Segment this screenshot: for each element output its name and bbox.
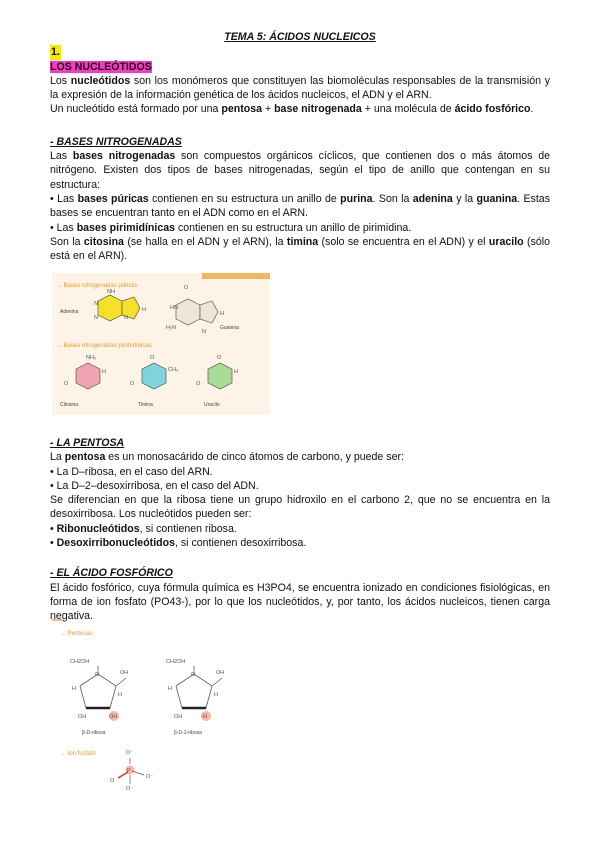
pentosa-line-5: • Ribonucleótidos, si contienen ribosa. — [50, 522, 237, 535]
label-adenine: Adenina — [60, 309, 79, 315]
svg-text:HN: HN — [170, 305, 178, 311]
svg-text:O: O — [217, 355, 222, 361]
label-ribose: β-D-ribosa — [82, 730, 106, 736]
section-heading-text: LOS NUCLEÓTIDOS — [50, 60, 152, 73]
svg-text:H: H — [214, 692, 218, 698]
tag-pentoses: → Pentosas — [60, 631, 93, 637]
fosforico-paragraph: El ácido fosfórico, cuya fórmula química es H3PO4, se encuentra ionizado en condiciones fisiológicas, en forma de ion fosfato (PO43-), por lo que los nucleótidos, y, por tanto, los ácidos nucleicos, tienen carga negativa. — [50, 581, 550, 623]
svg-text:CH2OH: CH2OH — [166, 659, 186, 665]
svg-text:H: H — [168, 686, 172, 692]
svg-text:N: N — [124, 315, 128, 321]
tag-purine: → Bases nitrogenadas púricas — [56, 283, 138, 289]
label-guanine: Guanina — [220, 325, 239, 331]
bases-paragraph-1: Las bases nitrogenadas son compuestos orgánicos cíclicos, que contienen dos o más átomos de nitrógeno. Existen dos tipos de bases nitrogenadas, según el tipo de anillo que contengan en su estructura: — [50, 150, 550, 191]
svg-text:NH₂: NH₂ — [86, 355, 97, 361]
svg-text:OH: OH — [120, 670, 129, 676]
ribose-structure — [70, 659, 128, 721]
svg-text:H: H — [118, 692, 122, 698]
pentosa-line-1: La pentosa es un monosacárido de cinco átomos de carbono, y puede ser: — [50, 451, 404, 464]
label-uracil: Uracilo — [204, 402, 220, 408]
svg-text:O: O — [130, 381, 135, 387]
svg-text:OH: OH — [78, 714, 87, 720]
svg-text:O⁻: O⁻ — [146, 774, 154, 780]
svg-text:H: H — [102, 369, 106, 375]
svg-text:N: N — [94, 315, 98, 321]
label-deoxyribose: β-D-2-ribosa — [174, 730, 202, 736]
svg-text:H: H — [72, 686, 76, 692]
fosforico-heading: - EL ÁCIDO FOSFÓRICO — [50, 567, 173, 580]
lower-text — [50, 436, 550, 624]
pentosa-heading: - LA PENTOSA — [50, 437, 125, 449]
intro-paragraph-1: Los nucleótidos son los monómeros que constituyen las biomoléculas responsables de la transmisión y la expresión de la información genética de los ácidos nucleicos, el ADN y el ARN. — [50, 74, 551, 102]
svg-text:OH: OH — [216, 670, 225, 676]
svg-text:O⁻: O⁻ — [126, 786, 134, 790]
bases-paragraph-2: • Las bases púricas contienen en su estructura un anillo de purina. Son la adenina y la guanina. Estas bases se encuentran tanto en el ADN como en el ARN. — [50, 192, 550, 220]
tag-phosphate: → Ion fosfato — [60, 751, 96, 757]
svg-text:CH2OH: CH2OH — [70, 659, 90, 665]
tag-pyrimidine: → Bases nitrogenadas pirimidínicas — [56, 343, 152, 349]
svg-text:O: O — [95, 672, 100, 678]
svg-text:CH₃: CH₃ — [168, 367, 179, 373]
svg-text:O: O — [191, 672, 196, 678]
sugar-figure — [52, 618, 292, 790]
svg-text:OH: OH — [109, 714, 118, 720]
svg-text:N: N — [202, 329, 206, 335]
svg-text:O: O — [150, 355, 155, 361]
bases-figure — [52, 273, 270, 415]
svg-text:H: H — [203, 714, 207, 720]
svg-text:OH: OH — [174, 714, 183, 720]
svg-text:H: H — [220, 311, 224, 317]
svg-text:O: O — [196, 381, 201, 387]
svg-text:NH: NH — [107, 289, 115, 295]
figure-corner-band — [202, 273, 270, 279]
svg-text:O: O — [184, 285, 189, 291]
svg-text:O: O — [64, 381, 69, 387]
svg-text:H: H — [142, 307, 146, 313]
pentosa-line-4: Se diferencian en que la ribosa tiene un grupo hidroxilo en el carbono 2, que no se encuentra en la desoxirribosa. Los nucleótidos pueden ser: — [50, 494, 550, 521]
svg-text:P: P — [127, 768, 131, 774]
pentosa-line-3: • La D–2–desoxirribosa, en el caso del ADN. — [50, 479, 259, 492]
label-cytosine: Citosina — [60, 402, 79, 408]
document-page — [50, 30, 550, 263]
bases-paragraph-4: Son la citosina (se halla en el ADN y el ARN), la timina (solo se encuentra en el ADN) y el uracilo (sólo está en el ARN). — [50, 235, 551, 263]
deoxyribose-structure — [166, 659, 224, 721]
page-title: TEMA 5: ÁCIDOS NUCLEICOS — [224, 31, 376, 43]
intro-paragraph-2: Un nucleótido está formado por una pentosa + base nitrogenada + una molécula de ácido fosfórico. — [50, 103, 534, 116]
svg-text:N: N — [94, 301, 98, 307]
svg-text:O: O — [110, 778, 115, 784]
section-heading — [50, 60, 550, 74]
pentosa-line-6: • Desoxirribonucleótidos, si contienen desoxirribosa. — [50, 537, 307, 550]
phosphate-structure — [110, 750, 153, 790]
label-thymine: Timina — [138, 402, 153, 408]
svg-text:H: H — [234, 369, 238, 375]
section-number — [50, 45, 550, 59]
svg-text:O⁻: O⁻ — [126, 750, 134, 756]
section-number-badge: 1. — [51, 46, 60, 59]
pentosa-line-2: • La D–ribosa, en el caso del ARN. — [50, 465, 213, 478]
bases-paragraph-3: • Las bases pirimidínicas contienen en su estructura un anillo de pirimidina. — [50, 221, 412, 234]
bases-heading: - BASES NITROGENADAS — [50, 135, 182, 148]
svg-text:H₂N: H₂N — [166, 325, 177, 331]
